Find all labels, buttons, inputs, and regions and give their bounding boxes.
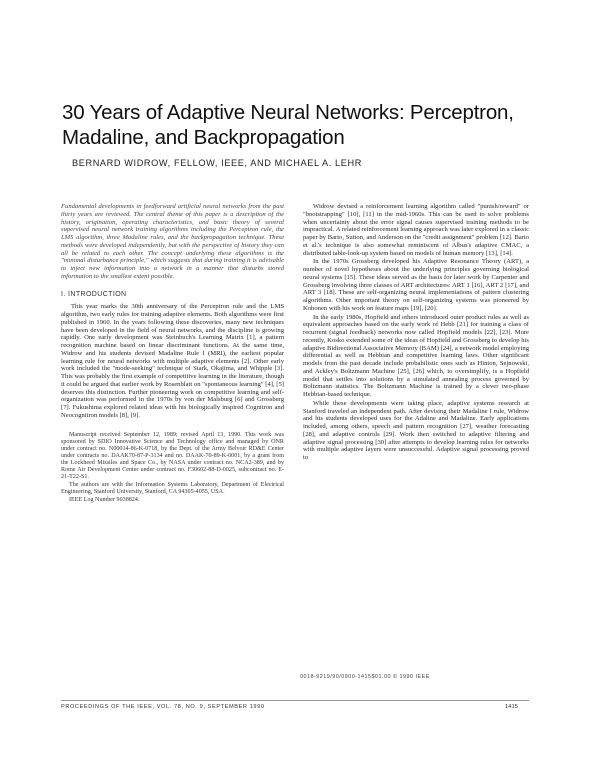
copyright-line: 0018-9219/90/0900-1415$01.00 © 1990 IEEE [300,674,430,680]
left-column [61,203,284,504]
page-number: 1415 [505,704,518,710]
author-line: BERNARD WIDROW, FELLOW, IEEE, AND MICHAEL A. LEHR [72,158,362,168]
paper-title: 30 Years of Adaptive Neural Networks: Perceptron, Madaline, and Backpropagation [62,101,514,149]
abstract [61,203,284,281]
body-paragraph: In the 1970s Grossberg developed his Adaptive Resonance Theory (ART), a number of novel hypotheses about the underlying principles governing biological neural systems [15]. These ideas served as the basis for later work by Carpenter and Grossberg involving three classes of ART architectures: ART 1 [16], ART 2 [17], and ART 3 [18]. These are self-organizing neural implementations of pattern clustering algorithms. Other important theory on self-organizing systems was pioneered by Kohonen with his work on feature maps [19], [20]. [303,258,529,312]
footnote-manuscript: Manuscript received September 12, 1989; revised April 13, 1990. This work was sponsored by SDIO Innovative Science and Technology office and managed by ONR under contract no. N00014-86-K-0718, by the Dept. of the Army Belvoir RD&E Center under contracts no. DAAK70-87-P-3134 and no. DAAK-70-89-K-0001, by a grant from the Lockheed Missiles and Space Co., by NASA under contract no. NCA2-389, and by Rome Air Development Center under contract no. F30602-88-D-0025, subcontract no. E-21-T22-S1. [61,431,284,481]
footnote [61,432,284,505]
footnote-affiliation: The authors are with the Information Systems Laboratory, Department of Electrical Engineering, Stanford University, Stanford, CA 94305-4055, USA. [61,482,284,496]
body-paragraph: In the early 1980s, Hopfield and others introduced outer product rules as well as equivalent approaches based on the early work of Hebb [21] for training a class of recurrent (signal feedback) networks now called Hopfield models [22], [23]. More recently, Kosko extended some of the ideas of Hopfield and Grossberg to develop his adaptive Bidirectional Associative Memory (BAM) [24], a network model employing differential as well as Hebbian and competitive learning laws. Other significant models from the past decade include probabilistic ones such as Hinton, Sejnowski, and Ackley's Boltzmann Machine [25], [26] which, to oversimplify, is a Hopfield model that settles into solutions by a simulated annealing process governed by Boltzmann statistics. The Boltzmann Machine is trained by a clever two-phase Hebbian-based technique. [303,313,529,398]
body-paragraph: While these developments were taking place, adaptive systems research at Stanford traveled an independent path. After devising their Madaline I rule, Widrow and his students developed uses for the Adaline and Madaline. Early applications included, among others, speech and pattern recognition [27], weather forecasting [28], and adaptive controls [29]. Work then switched to adaptive filtering and adaptive signal processing [30] after attempts to develop learning rules for networks with multiple adaptive layers were unsuccessful. Adaptive signal processing proved to [303,399,529,461]
ieee-log-number: IEEE Log Number 9038824. [69,497,140,504]
journal-footer: PROCEEDINGS OF THE IEEE, VOL. 78, NO. 9, SEPTEMBER 1990 [61,704,265,710]
footer-divider [61,700,529,701]
body-paragraph: Widrow devised a reinforcement learning algorithm called "punish/reward" or "bootstrapping" [10], [11] in the mid-1960s. This can be used to solve problems when uncertainty about the error signal causes supervised training methods to be impractical. A related reinforcement learning approach was later explored in a classic paper by Barto, Sutton, and Anderson on the "credit assignment" problem [12]. Barto et al.'s technique is also somewhat reminiscent of Albus's adaptive CMAC, a distributed table-look-up system based on models of human memory [13], [14]. [303,203,529,257]
abstract-text: Fundamental developments in feedforward artificial neural networks from the past thirty years are reviewed. The central theme of this paper is a description of the history, origination, operating characteristics, and basic theory of several supervised neural network training algorithms including the Perceptron rule, the LMS algorithm, three Madaline rules, and the backpropagation technique. These methods were developed independently, but with the perspective of history they can all be related to each other. The concept underlying these algorithms is the "minimal disturbance principle," which suggests that during training it is advisable to inject new information into a network in a manner that disturbs stored information to the smallest extent possible. [61,203,284,280]
right-column [303,203,529,463]
body-paragraph: This year marks the 30th anniversary of the Perceptron rule and the LMS algorithm, two early rules for training adaptive elements. Both algorithms were first published in 1960. In the years following these discoveries, many new techniques have been developed in the field of neural networks, and the discipline is growing rapidly. One early development was Steinbuch's Learning Matrix [1], a pattern recognition machine based on linear discriminant functions. At the same time, Widrow and his students devised Madaline Rule I (MRI), the earliest popular learning rule for neural networks with multiple adaptive elements [2]. Other early work included the "mode-seeking" technique of Stark, Okajima, and Whipple [3]. This was probably the first example of competitive learning in the literature, though it could be argued that earlier work by Rosenblatt on "spontaneous learning" [4], [5] deserves this distinction. Further pioneering work on competitive learning and self-organization was performed in the 1970s by von der Malsburg [6] and Grossberg [7]. Fukushima explored related ideas with his biologically inspired Cognitron and Neocognitron models [8], [9]. [61,303,284,419]
section-heading: I. INTRODUCTION [61,290,127,298]
